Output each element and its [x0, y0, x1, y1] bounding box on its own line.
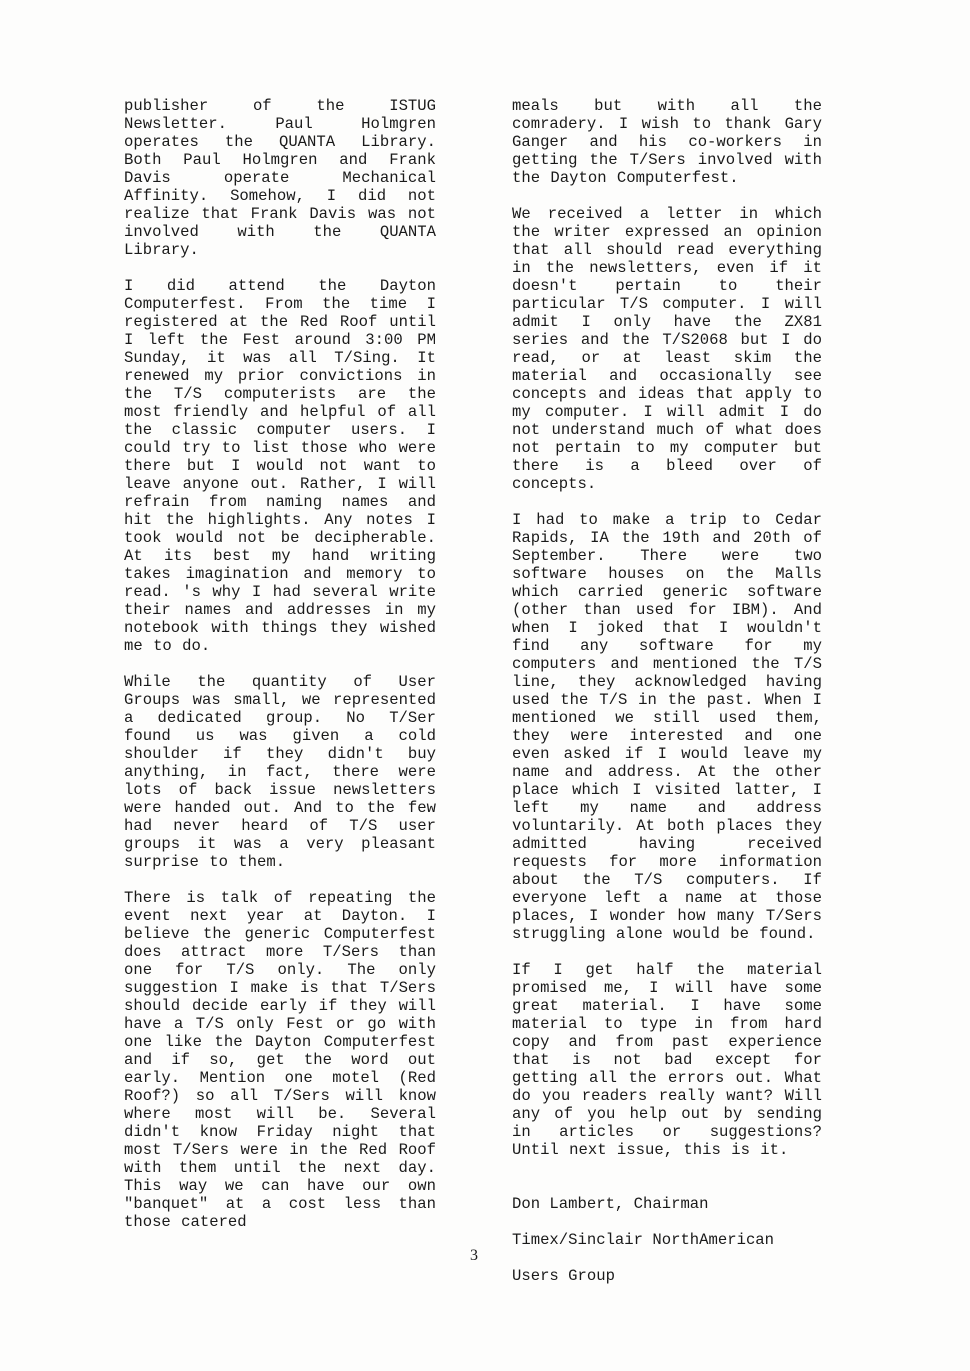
- page-number: 3: [470, 1247, 478, 1264]
- signature-org-line: Users Group: [512, 1267, 615, 1285]
- paragraph: We received a letter in which the writer expressed an opinion that all should read everything in the newsletters, even if it doesn't pertain to their particular T/S computer. I will admit I only have the ZX81 series and the T/S2068 but I do read, or at least skim the material and occasionally see concepts and ideas that apply to my computer. I will admit I do not understand much of what does not pertain to my computer but there is a bleed over of concepts.: [512, 205, 822, 493]
- paragraph: meals but with all the comradery. I wish to thank Gary Ganger and his co-workers in getting the T/Sers involved with the Dayton Computerfest.: [512, 97, 822, 187]
- signature-block: [512, 1177, 822, 1303]
- paragraph: There is talk of repeating the event next year at Dayton. I believe the generic Computerfest does attract more T/Sers than one for T/S only. The only suggestion I make is that T/Sers should decide early if they will have a T/S only Fest or go with one like the Dayton Computerfest and if so, get the word out early. Mention one motel (Red Roof?) so all T/Sers will know where most will be. Several didn't know Friday night that most T/Sers were in the Red Roof with them until the next day. This way we can have our own "banquet" at a cost less than those catered: [124, 889, 436, 1231]
- paragraph: While the quantity of User Groups was small, we represented a dedicated group. No T/Ser found us was given a cold shoulder if they didn't buy anything, in fact, there were lots of back issue newsletters were handed out. And to the few had never heard of T/S user groups it was a very pleasant surprise to them.: [124, 673, 436, 871]
- signature-name: Don Lambert, Chairman: [512, 1195, 709, 1213]
- right-column: [512, 97, 822, 1303]
- paragraph: If I get half the material promised me, I will have some great material. I have some material to type in from hard copy and from past experience that is not bad except for getting all the errors out. What do you readers really want? Will any of you help out by sending in articles or suggestions? Until next issue, this is it.: [512, 961, 822, 1159]
- signature-org-line: Timex/Sinclair NorthAmerican: [512, 1231, 775, 1249]
- left-column: [124, 97, 436, 1249]
- paragraph: I had to make a trip to Cedar Rapids, IA the 19th and 20th of September. There were two software houses on the Malls which carried generic software (other than used for IBM). And when I joked that I wouldn't find any software for my computers and mentioned the T/S line, they acknowledged having used the T/S in the past. When I mentioned we still used them, they were interested and one even asked if I would leave my name and address. At the other place which I visited latter, I left my name and address voluntarily. At both places they admitted having received requests for more information about the T/S computers. If everyone left a name at those places, I wonder how many T/Sers struggling alone would be found.: [512, 511, 822, 943]
- paragraph: I did attend the Dayton Computerfest. From the time I registered at the Red Roof until I left the Fest around 3:00 PM Sunday, it was all T/Sing. It renewed my prior convictions in the T/S computerists are the most friendly and helpful of all the classic computer users. I could try to list those who were there but I would not want to leave anyone out. Rather, I will refrain from naming names and hit the highlights. Any notes I took would not be decipherable. At its best my hand writing takes imagination and memory to read. 's why I had several write their names and addresses in my notebook with things they wished me to do.: [124, 277, 436, 655]
- paragraph: publisher of the ISTUG Newsletter. Paul Holmgren operates the QUANTA Library. Both Paul Holmgren and Frank Davis operate Mechanical Affinity. Somehow, I did not realize that Frank Davis was not involved with the QUANTA Library.: [124, 97, 436, 259]
